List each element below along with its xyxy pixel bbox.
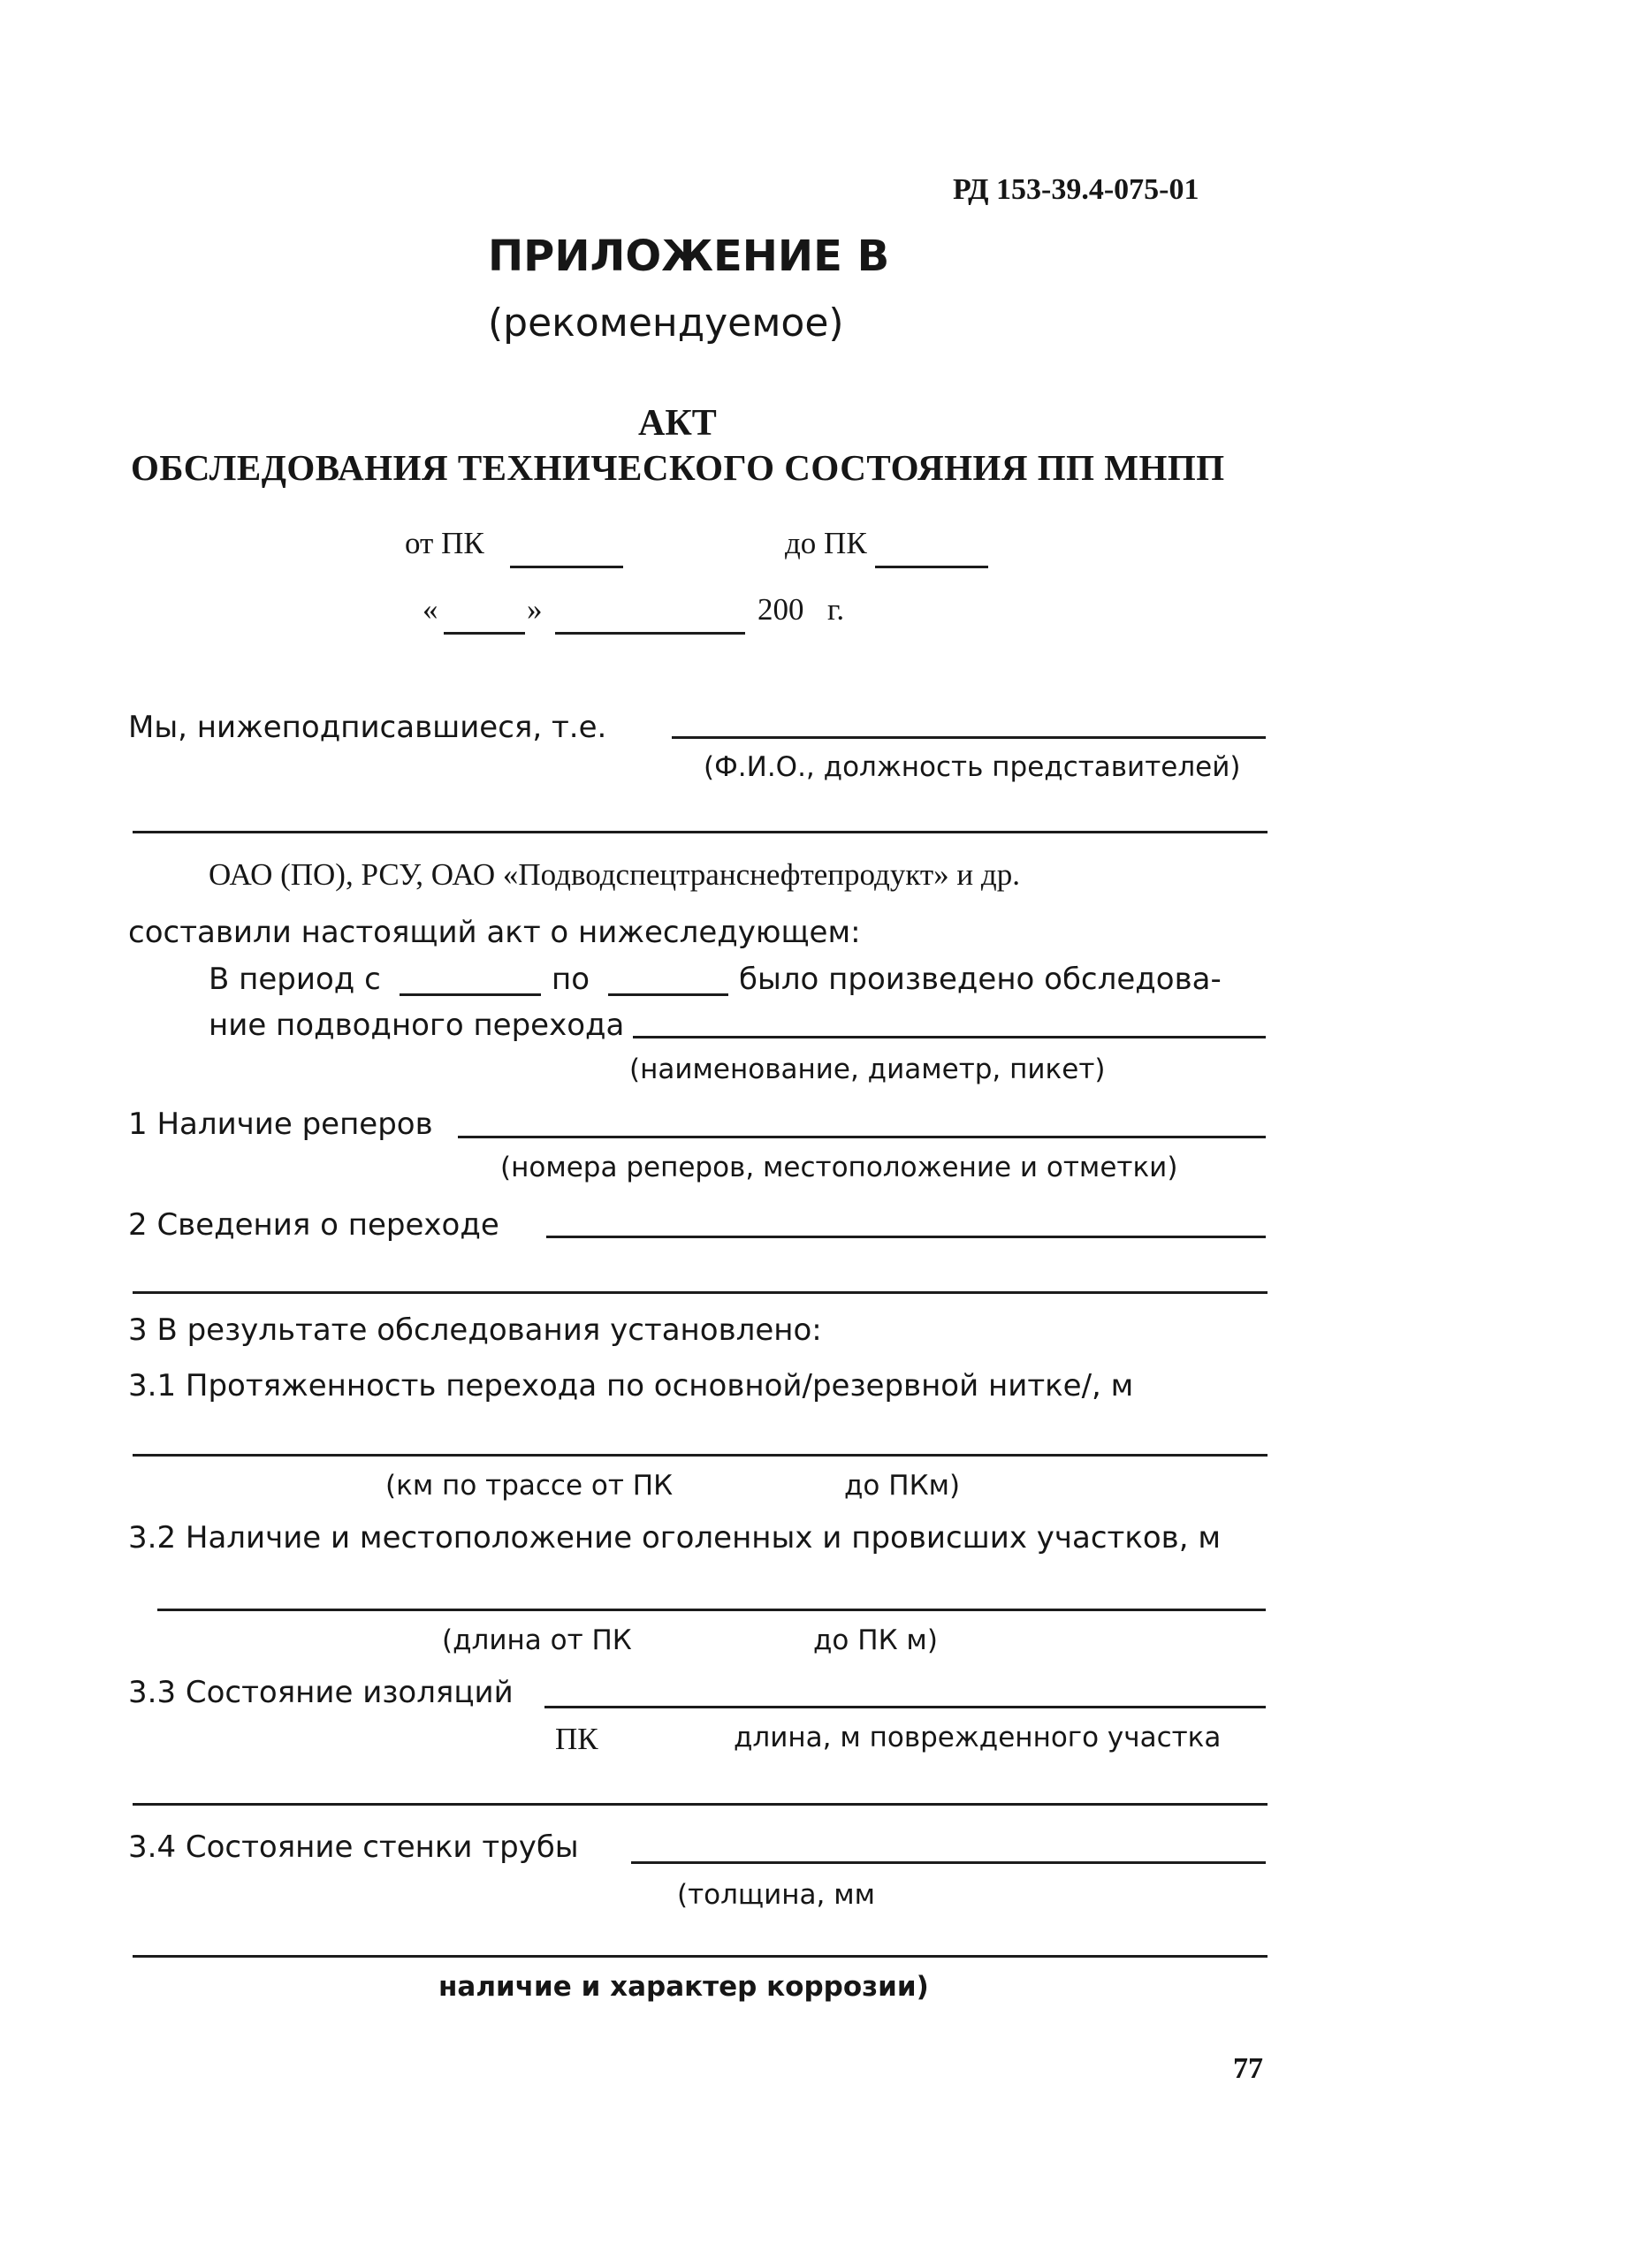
period-to-field[interactable] xyxy=(608,993,728,996)
benchmarks-field[interactable] xyxy=(458,1136,1266,1138)
crossing-info-field[interactable] xyxy=(546,1236,1266,1238)
benchmarks-hint: (номера реперов, местоположение и отметки) xyxy=(500,1152,1178,1183)
exposed-field[interactable] xyxy=(157,1609,1266,1611)
signatories-label: Мы, нижеподписавшиеся, т.е. xyxy=(128,710,607,745)
signatories-field[interactable] xyxy=(672,736,1266,739)
insulation-hint-pk: ПК xyxy=(555,1722,598,1756)
length-label: 3.1 Протяженность перехода по основной/резервной нитке/, м xyxy=(128,1368,1134,1403)
composed-text: составили настоящий акт о нижеследующем: xyxy=(128,915,861,950)
benchmarks-label: 1 Наличие реперов xyxy=(128,1107,433,1142)
insulation-hint-length: длина, м поврежденного участка xyxy=(734,1722,1222,1753)
signatories-field-2[interactable] xyxy=(133,831,1268,833)
appendix-title: ПРИЛОЖЕНИЕ В xyxy=(488,232,890,281)
from-pk-field[interactable] xyxy=(510,566,623,568)
to-pk-label: до ПК xyxy=(785,526,867,560)
signatories-hint: (Ф.И.О., должность представителей) xyxy=(704,751,1241,783)
crossing-name-hint: (наименование, диаметр, пикет) xyxy=(629,1054,1106,1085)
crossing-name-field[interactable] xyxy=(633,1036,1266,1038)
act-title: АКТ xyxy=(638,403,717,444)
length-hint-from: (км по трассе от ПК xyxy=(385,1470,674,1502)
period-rest-text: было произведено обследова- xyxy=(739,962,1222,997)
exposed-hint-to: до ПК м) xyxy=(813,1624,938,1656)
pipe-wall-hint-2: наличие и характер коррозии) xyxy=(438,1971,929,2003)
date-year-suffix: г. xyxy=(827,592,845,627)
length-hint-to: до ПКм) xyxy=(844,1470,961,1502)
insulation-field-2[interactable] xyxy=(133,1803,1268,1806)
date-day-field[interactable] xyxy=(444,632,525,635)
to-pk-field[interactable] xyxy=(875,566,988,568)
pipe-wall-label: 3.4 Состояние стенки трубы xyxy=(128,1829,579,1865)
act-subtitle: ОБСЛЕДОВАНИЯ ТЕХНИЧЕСКОГО СОСТОЯНИЯ ПП МНПП xyxy=(131,447,1225,488)
period-to-label: по xyxy=(552,962,590,997)
crossing-info-field-2[interactable] xyxy=(133,1291,1268,1294)
period-from-label: В период с xyxy=(209,962,381,997)
insulation-label: 3.3 Состояние изоляций xyxy=(128,1675,514,1710)
document-code: РД 153-39.4-075-01 xyxy=(953,173,1199,206)
from-pk-label: от ПК xyxy=(405,526,484,560)
pipe-wall-field-2[interactable] xyxy=(133,1955,1268,1958)
date-close-quote: » xyxy=(527,592,543,627)
organizations-text: ОАО (ПО), РСУ, ОАО «Подводспецтранснефтепродукт» и др. xyxy=(209,857,1020,892)
exposed-label: 3.2 Наличие и местоположение оголенных и провисших участков, м xyxy=(128,1520,1221,1556)
crossing-info-label: 2 Сведения о переходе xyxy=(128,1207,499,1243)
pipe-wall-field[interactable] xyxy=(631,1861,1266,1864)
date-open-quote: « xyxy=(423,592,438,627)
date-month-field[interactable] xyxy=(555,632,745,635)
appendix-subtitle: (рекомендуемое) xyxy=(488,300,844,346)
insulation-field[interactable] xyxy=(544,1706,1266,1708)
page-number: 77 xyxy=(1233,2052,1263,2085)
length-field[interactable] xyxy=(133,1454,1268,1457)
exposed-hint-from: (длина от ПК xyxy=(442,1624,632,1656)
date-year: 200 xyxy=(757,592,804,627)
crossing-name-label: ние подводного перехода xyxy=(209,1008,625,1043)
pipe-wall-hint: (толщина, мм xyxy=(677,1879,876,1911)
period-from-field[interactable] xyxy=(400,993,541,996)
results-label: 3 В результате обследования установлено: xyxy=(128,1312,822,1348)
